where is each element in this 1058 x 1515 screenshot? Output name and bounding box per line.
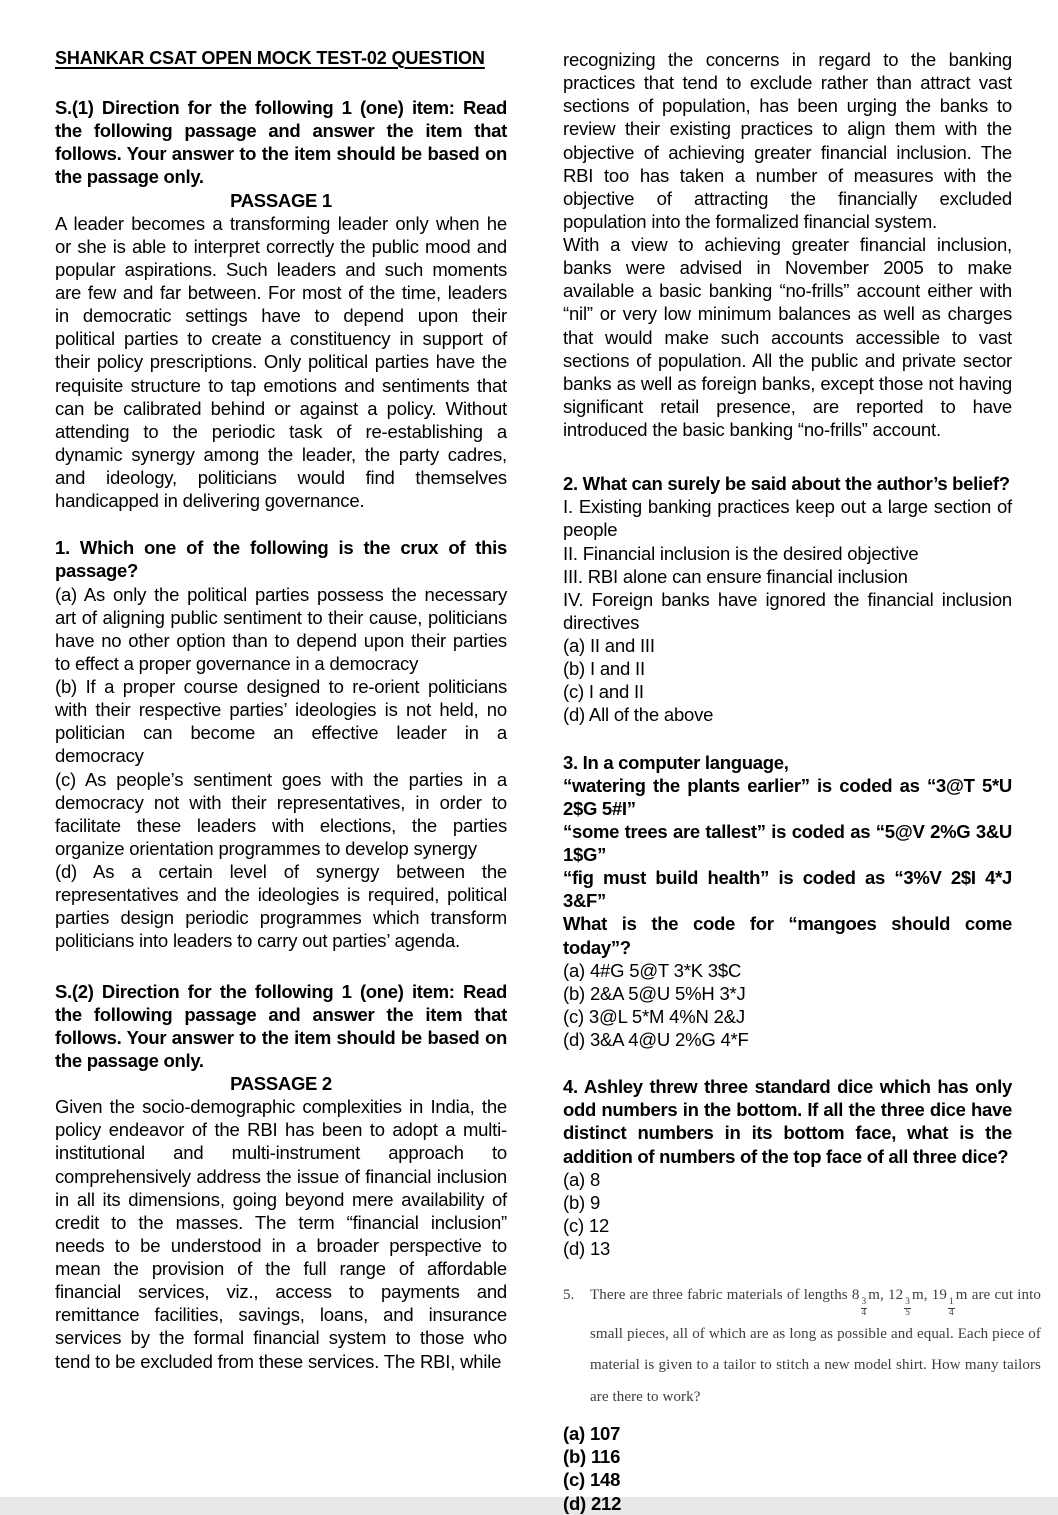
question-2-option-a: (a) II and III — [563, 635, 655, 656]
question-5-option-b: (b) 116 — [563, 1446, 621, 1468]
fraction-numerator: 1 — [949, 1297, 954, 1308]
question-2-heading: 2. What can surely be said about the author’s belief? — [563, 473, 1010, 495]
question-4-option-b: (b) 9 — [563, 1191, 601, 1213]
question-2 — [563, 472, 1012, 726]
question-5-text — [590, 1280, 1041, 1413]
passage-2-text-part3: With a view to achieving greater financial inclusion, banks were advised in November 2005 to make available a basic banking “no-frills” account either with “nil” or very low minimum balances as well as charges that would make such accounts accessible to vast sections of population. All the public and private sector banks as well as foreign banks, except those not having significant retail presence, are reported to have introduced the basic banking “no-frills” account. — [563, 234, 1012, 440]
question-2-statement-1: I. Existing banking practices keep out a large section of people — [563, 496, 1012, 541]
page-title: SHANKAR CSAT OPEN MOCK TEST-02 QUESTION — [55, 48, 485, 68]
fraction-denominator: 4 — [949, 1307, 954, 1318]
question-5-option-a: (a) 107 — [563, 1423, 621, 1445]
question-1-option-b: (b) If a proper course designed to re-orient politicians with their respective parties’ ideologies is not held, no politician can become an effective leader in a democracy — [55, 676, 507, 767]
fraction-denominator: 4 — [861, 1307, 867, 1318]
question-5-number: 5. — [563, 1287, 575, 1304]
question-4-option-d: (d) 13 — [563, 1238, 611, 1259]
question-5-row — [563, 1280, 1041, 1413]
question-5-seg4: m are cut into small pieces, all of which are as long as possible and equal. Each piece of material is given to a tailor to stitch a new model shirt. How many tailors are there to work? — [590, 1287, 1042, 1405]
question-2-statement-3: III. RBI alone can ensure financial inclusion — [563, 565, 908, 587]
question-5-option-d: (d) 212 — [563, 1492, 622, 1514]
question-3-heading: 3. In a computer language, — [563, 751, 789, 773]
question-1-heading: 1. Which one of the following is the crux of this passage? — [55, 537, 507, 582]
passage-1-text: A leader becomes a transforming leader only when he or she is able to interpret correctly the public mood and popular aspirations. Such leaders and such moments are few and far between. For most of the time, leaders in democratic settings have to depend upon their political parties to create a constituency in support of their policy prescriptions. Only political parties have the requisite structure to tap emotions and sentiments that can be calibrated behind or against a policy. Without attending to the periodic task of re-establishing a dynamic synergy among the leader, the party cadres, and ideology, politicians would find themselves handicapped in delivering governance. — [55, 212, 507, 512]
question-5-seg1: There are three fabric materials of lengths 8 — [590, 1287, 860, 1304]
question-5-option-c: (c) 148 — [563, 1469, 621, 1491]
question-2-option-c: (c) I and II — [563, 681, 644, 703]
two-column-layout — [55, 48, 1042, 1515]
question-1 — [55, 536, 507, 952]
left-column — [55, 48, 507, 1515]
passage-2-heading: PASSAGE 2 — [230, 1073, 332, 1094]
question-3-query-line: What is the code for “mangoes should come today”? — [563, 913, 1012, 958]
question-2-statement-2: II. Financial inclusion is the desired objective — [563, 542, 919, 564]
fraction-denominator: 5 — [905, 1307, 911, 1318]
question-1-option-c: (c) As people’s sentiment goes with the parties in a democracy not with their representatives, in order to facilitate these leaders with elections, the parties organize orientation programmes to develop synergy — [55, 768, 507, 859]
question-5-seg2: m, 12 — [868, 1287, 904, 1304]
question-3-option-a: (a) 4#G 5@T 3*K 3$C — [563, 959, 742, 981]
fraction-3-4 — [861, 1298, 868, 1319]
passage-2-text-part2: recognizing the concerns in regard to the banking practices that tend to exclude rather than attract vast sections of population, has been urging the banks to review their existing practices to align them with the objective of achieving greater financial inclusion. The RBI too has taken a number of measures with the objective of attracting the financially excluded population into the formalized financial system. — [563, 49, 1012, 232]
question-2-option-b: (b) I and II — [563, 658, 645, 680]
direction-s1: S.(1) Direction for the following 1 (one) item: Read the following passage and answer the item that follows. Your answer to the item should be based on the passage only. — [55, 97, 507, 188]
question-3-option-c: (c) 3@L 5*M 4%N 2&J — [563, 1005, 745, 1027]
fraction-1-4 — [948, 1298, 955, 1319]
question-5-image-block — [563, 1280, 1041, 1413]
question-5-options — [563, 1422, 1012, 1515]
question-3-code-line-1: “watering the plants earlier” is coded as “3@T 5*U 2$G 5#I” — [563, 774, 1012, 819]
fraction-numerator: 3 — [861, 1297, 867, 1308]
question-1-option-d: (d) As a certain level of synergy between the representatives and the ideologies is required, political parties design periodic programmes which transform politicians into leaders to carry out parties’ agenda. — [55, 861, 507, 952]
question-4-option-c: (c) 12 — [563, 1214, 610, 1236]
fraction-3-5 — [904, 1298, 911, 1319]
question-2-option-d: (d) All of the above — [563, 704, 714, 726]
right-column — [563, 48, 1042, 1515]
question-4-option-a: (a) 8 — [563, 1168, 601, 1190]
passage-1-heading: PASSAGE 1 — [230, 189, 332, 211]
question-3 — [563, 751, 1012, 1052]
fraction-numerator: 3 — [905, 1297, 911, 1308]
question-3-option-b: (b) 2&A 5@U 5%H 3*J — [563, 982, 746, 1004]
question-5-seg3: m, 19 — [912, 1287, 948, 1304]
question-4 — [563, 1075, 1012, 1260]
question-3-option-d: (d) 3&A 4@U 2%G 4*F — [563, 1029, 749, 1050]
question-3-code-line-3: “fig must build health” is coded as “3%V 2$I 4*J 3&F” — [563, 867, 1012, 912]
question-4-heading: 4. Ashley threw three standard dice which has only odd numbers in the bottom. If all the three dice have distinct numbers in its bottom face, what is the addition of numbers of the top face of all three dice? — [563, 1076, 1012, 1167]
direction-s2: S.(2) Direction for the following 1 (one) item: Read the following passage and answer the item that follows. Your answer to the item should be based on the passage only. — [55, 980, 507, 1071]
passage-2-text-part1: Given the socio-demographic complexities in India, the policy endeavor of the RBI has been to adopt a multi-institutional and multi-instrument approach to comprehensively address the issue of financial inclusion in all its dimensions, going beyond mere availability of credit to the masses. The term “financial inclusion” needs to be understood in a broader perspective to mean the provision of the full range of affordable financial services, viz., access to payments and remittance facilities, savings, loans, and insurance services by the formal financial system to those who tend to be excluded from these services. The RBI, while — [55, 1096, 507, 1372]
question-2-statement-4: IV. Foreign banks have ignored the financial inclusion directives — [563, 588, 1012, 633]
question-3-code-line-2: “some trees are tallest” is coded as “5@V 2%G 3&U 1$G” — [563, 820, 1012, 865]
question-5 — [563, 1280, 1042, 1515]
question-1-option-a: (a) As only the political parties possess the necessary art of aligning public sentiment to their cause, politicians have no other option than to depend upon their parties to effect a proper governance in a democracy — [55, 583, 507, 674]
